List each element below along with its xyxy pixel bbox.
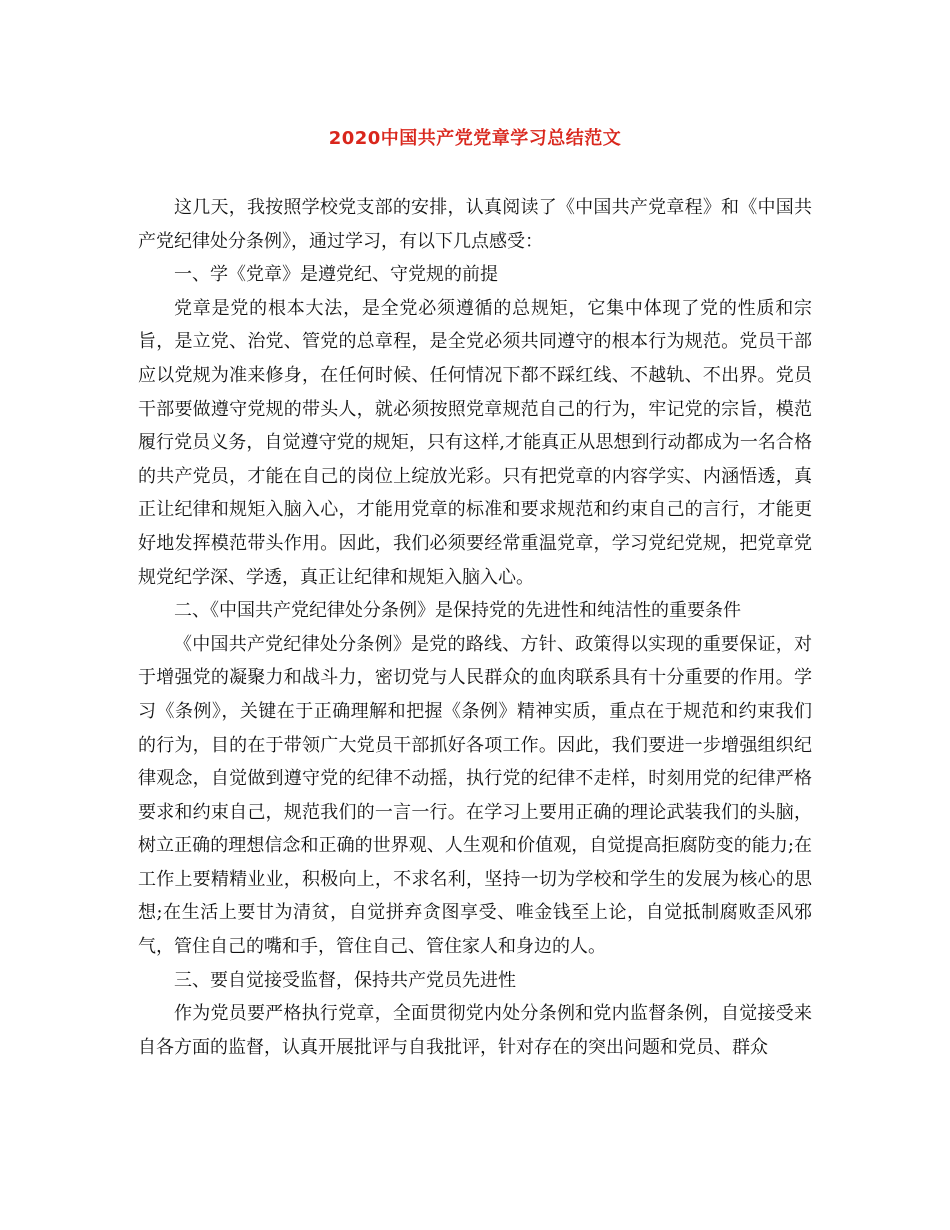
section-heading-1: 一、学《党章》是遵党纪、守党规的前提	[174, 264, 498, 286]
document-title: 2020中国共产党党章学习总结范文	[328, 128, 622, 149]
paragraph-section-1: 党章是党的根本大法，是全党必须遵循的总规矩，它集中体现了党的性质和宗旨，是立党、治党、管党的总章程，是全党必须共同遵守的根本行为规范。党员干部应以党规为准来修身，在任何时候、任何情况下都不踩红线、不越轨、不出界。党员干部要做遵守党规的带头人，就必须按照党章规范自己的行为，牢记党的宗旨，模范履行党员义务，自觉遵守党的规矩，只有这样,才能真正从思想到行动都成为一名合格的共产党员，才能在自己的岗位上绽放光彩。只有把党章的内容学实、内涵悟透，真正让纪律和规矩入脑入心，才能用党章的标准和要求规范和约束自己的言行，才能更好地发挥模范带头作用。因此，我们必须要经常重温党章，学习党纪党规，把党章党规党纪学深、学透，真正让纪律和规矩入脑入心。	[138, 297, 812, 588]
section-heading-3: 三、要自觉接受监督，保持共产党员先进性	[174, 969, 516, 991]
paragraph-section-3: 作为党员要严格执行党章，全面贯彻党内处分条例和党内监督条例，自觉接受来自各方面的监督，认真开展批评与自我批评，针对存在的突出问题和党员、群众	[138, 1003, 812, 1058]
paragraph-intro: 这几天，我按照学校党支部的安排，认真阅读了《中国共产党章程》和《中国共产党纪律处分条例》，通过学习，有以下几点感受：	[138, 197, 812, 252]
document-body	[138, 191, 812, 1064]
paragraph-section-2: 《中国共产党纪律处分条例》是党的路线、方针、政策得以实现的重要保证，对于增强党的凝聚力和战斗力，密切党与人民群众的血肉联系具有十分重要的作用。学习《条例》，关键在于正确理解和把握《条例》精神实质，重点在于规范和约束我们的行为，目的在于带领广大党员干部抓好各项工作。因此，我们要进一步增强组织纪律观念，自觉做到遵守党的纪律不动摇，执行党的纪律不走样，时刻用党的纪律严格要求和约束自己，规范我们的一言一行。在学习上要用正确的理论武装我们的头脑，树立正确的理想信念和正确的世界观、人生观和价值观，自觉提高拒腐防变的能力;在工作上要精精业业，积极向上，不求名利，坚持一切为学校和学生的发展为核心的思想;在生活上要甘为清贫，自觉拼弃贪图享受、唯金钱至上论，自觉抵制腐败歪风邪气，管住自己的嘴和手，管住自己、管住家人和身边的人。	[138, 633, 812, 958]
section-heading-2: 二、《中国共产党纪律处分条例》是保持党的先进性和纯洁性的重要条件	[174, 600, 741, 622]
